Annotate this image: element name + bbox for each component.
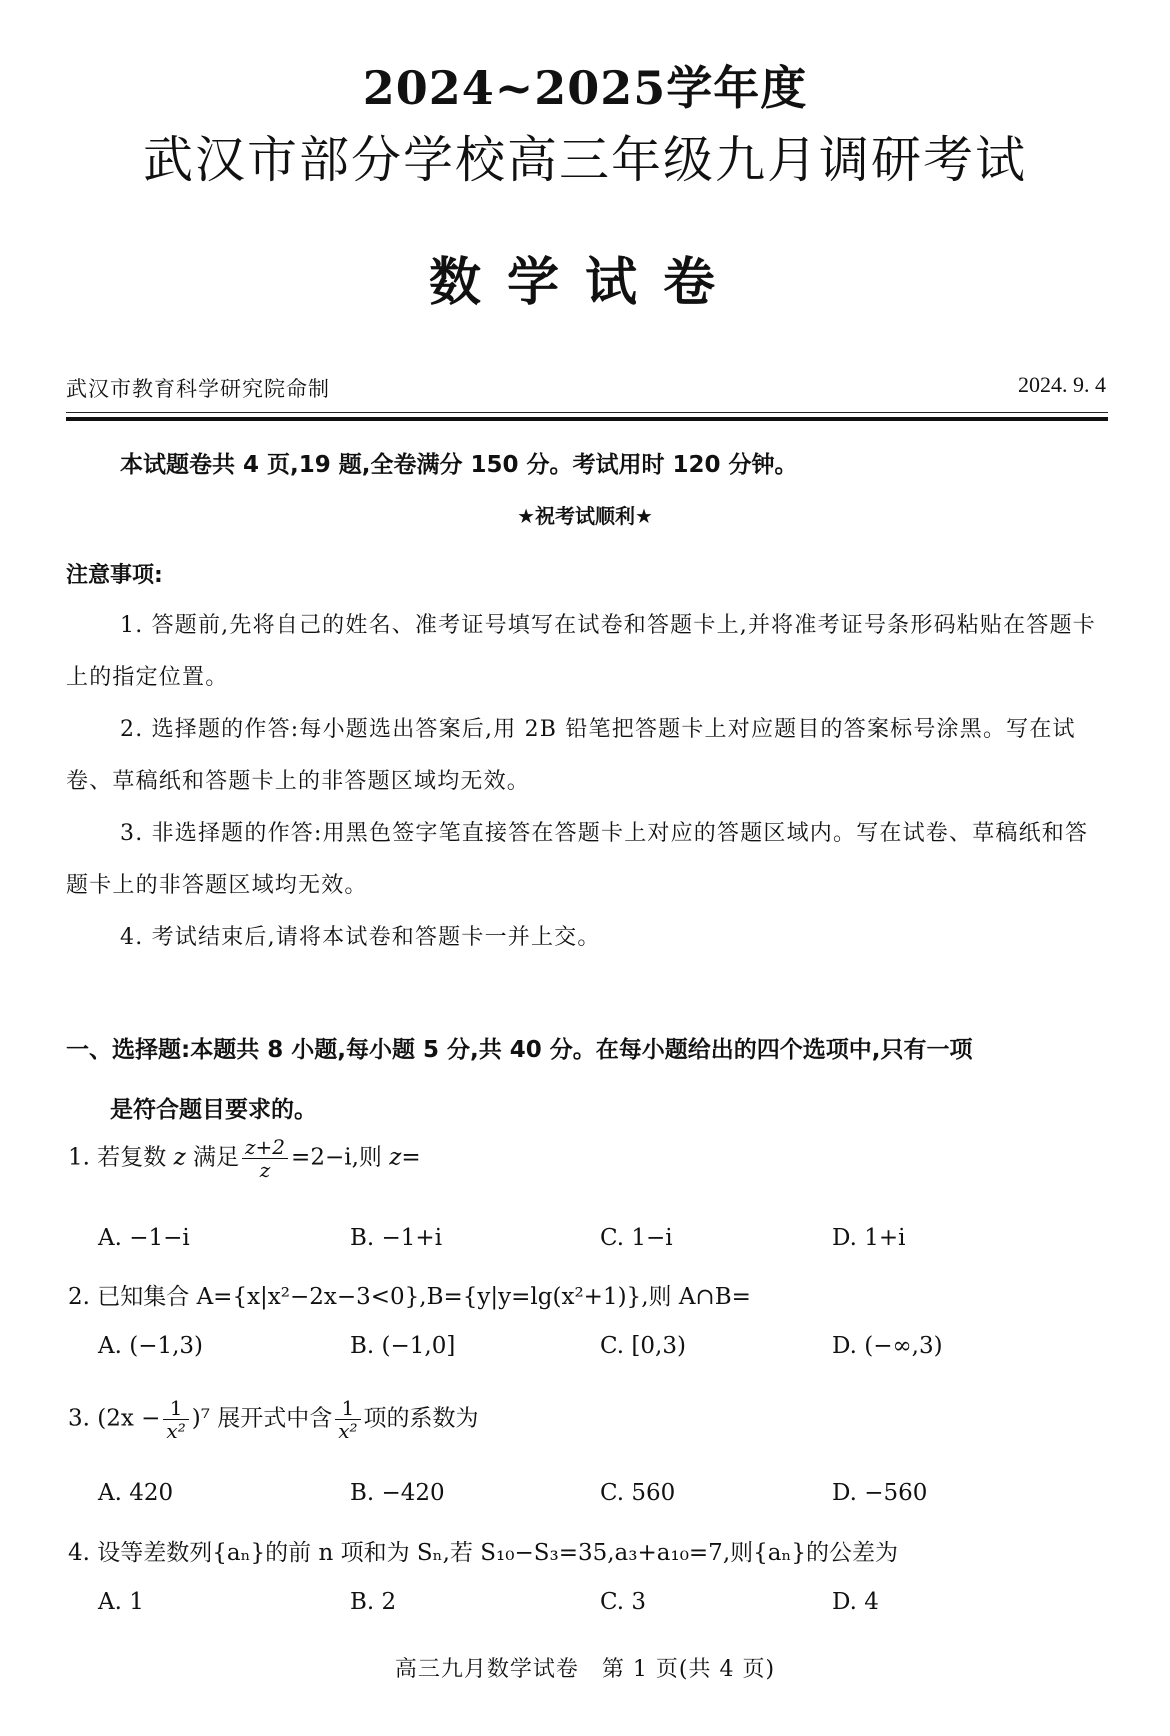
q4-option-b: B. 2 (350, 1589, 397, 1615)
q1-rhs: =2−i,则 (291, 1144, 390, 1171)
q1-fraction (242, 1136, 288, 1181)
q3-option-b: B. −420 (350, 1480, 445, 1506)
q1-frac-numerator: z+2 (242, 1136, 288, 1159)
q4-option-c: C. 3 (600, 1589, 647, 1615)
q1-option-d: D. 1+i (832, 1225, 906, 1251)
q3-frac2-denominator: x² (338, 1419, 358, 1443)
q4-option-d: D. 4 (832, 1589, 879, 1615)
q1-option-a: A. −1−i (98, 1225, 190, 1251)
academic-year-title: 2024~2025学年度 (362, 61, 808, 115)
notice-item: 1. 答题前,先将自己的姓名、准考证号填写在试卷和答题卡上,并将准考证号条形码粘贴在答题卡上的指定位置。 (66, 613, 1096, 690)
q4-option-a: A. 1 (98, 1589, 144, 1615)
exam-title: 武汉市部分学校高三年级九月调研考试 (143, 131, 1027, 189)
notice-item: 2. 选择题的作答:每小题选出答案后,用 2B 铅笔把答题卡上对应题目的答案标号涂黑。写在试卷、草稿纸和答题卡上的非答题区域均无效。 (66, 717, 1076, 794)
q2-option-a: A. (−1,3) (98, 1333, 204, 1359)
q3-frac2-numerator: 1 (335, 1397, 360, 1420)
header-rule-thin (66, 412, 1108, 413)
exam-intro: 本试题卷共 4 页,19 题,全卷满分 150 分。考试用时 120 分钟。 (120, 452, 798, 478)
notice-item: 4. 考试结束后,请将本试卷和答题卡一并上交。 (120, 925, 601, 950)
q1-option-b: B. −1+i (350, 1225, 443, 1251)
q1-mid: 满足 (185, 1144, 240, 1171)
q3-suffix: 项的系数为 (363, 1405, 479, 1432)
exam-date: 2024. 9. 4 (1018, 372, 1106, 397)
q3-fraction-2 (335, 1397, 360, 1442)
q1-var: z (173, 1144, 186, 1171)
q1-tail: z= (389, 1144, 421, 1171)
q3-frac1-numerator: 1 (163, 1397, 188, 1420)
page-footer: 高三九月数学试卷 第 1 页(共 4 页) (394, 1657, 776, 1682)
q3-exp: )⁷ 展开式中含 (191, 1405, 333, 1432)
blessing-line: ★祝考试顺利★ (517, 504, 653, 528)
q3-frac1-denominator: x² (166, 1419, 186, 1443)
q2-option-b: B. (−1,0] (350, 1333, 456, 1359)
notice-item: 3. 非选择题的作答:用黑色签字笔直接答在答题卡上对应的答题区域内。写在试卷、草稿纸和答题卡上的非答题区域均无效。 (66, 821, 1089, 898)
q3-option-c: C. 560 (600, 1480, 676, 1506)
notice-heading: 注意事项: (66, 563, 163, 588)
question-3 (68, 1397, 479, 1442)
question-2: 2. 已知集合 A={x|x²−2x−3<0},B={y|y=lg(x²+1)},则 A∩B= (68, 1284, 751, 1310)
q1-prefix: 1. 若复数 (68, 1144, 174, 1171)
section-heading-line1: 一、选择题:本题共 8 小题,每小题 5 分,共 40 分。在每小题给出的四个选项中,只有一项 (66, 1037, 973, 1063)
header-rule-thick (66, 417, 1108, 421)
subject-title: 数学试卷 (428, 253, 741, 313)
question-1 (68, 1136, 421, 1181)
section-heading (66, 1020, 1116, 1140)
q3-option-a: A. 420 (98, 1480, 174, 1506)
question-4: 4. 设等差数列{aₙ}的前 n 项和为 Sₙ,若 S₁₀−S₃=35,a₃+a₁₀=7,则{aₙ}的公差为 (68, 1540, 899, 1566)
q3-fraction-1 (163, 1397, 188, 1442)
q3-option-d: D. −560 (832, 1480, 928, 1506)
q1-option-c: C. 1−i (600, 1225, 673, 1251)
section-heading-line2: 是符合题目要求的。 (110, 1097, 317, 1123)
q2-option-d: D. (−∞,3) (832, 1333, 943, 1359)
q3-prefix: 3. (2x − (68, 1405, 161, 1432)
q2-option-c: C. [0,3) (600, 1333, 686, 1359)
q1-frac-denominator: z (259, 1158, 271, 1182)
issuer-line: 武汉市教育科学研究院命制 (66, 377, 330, 401)
